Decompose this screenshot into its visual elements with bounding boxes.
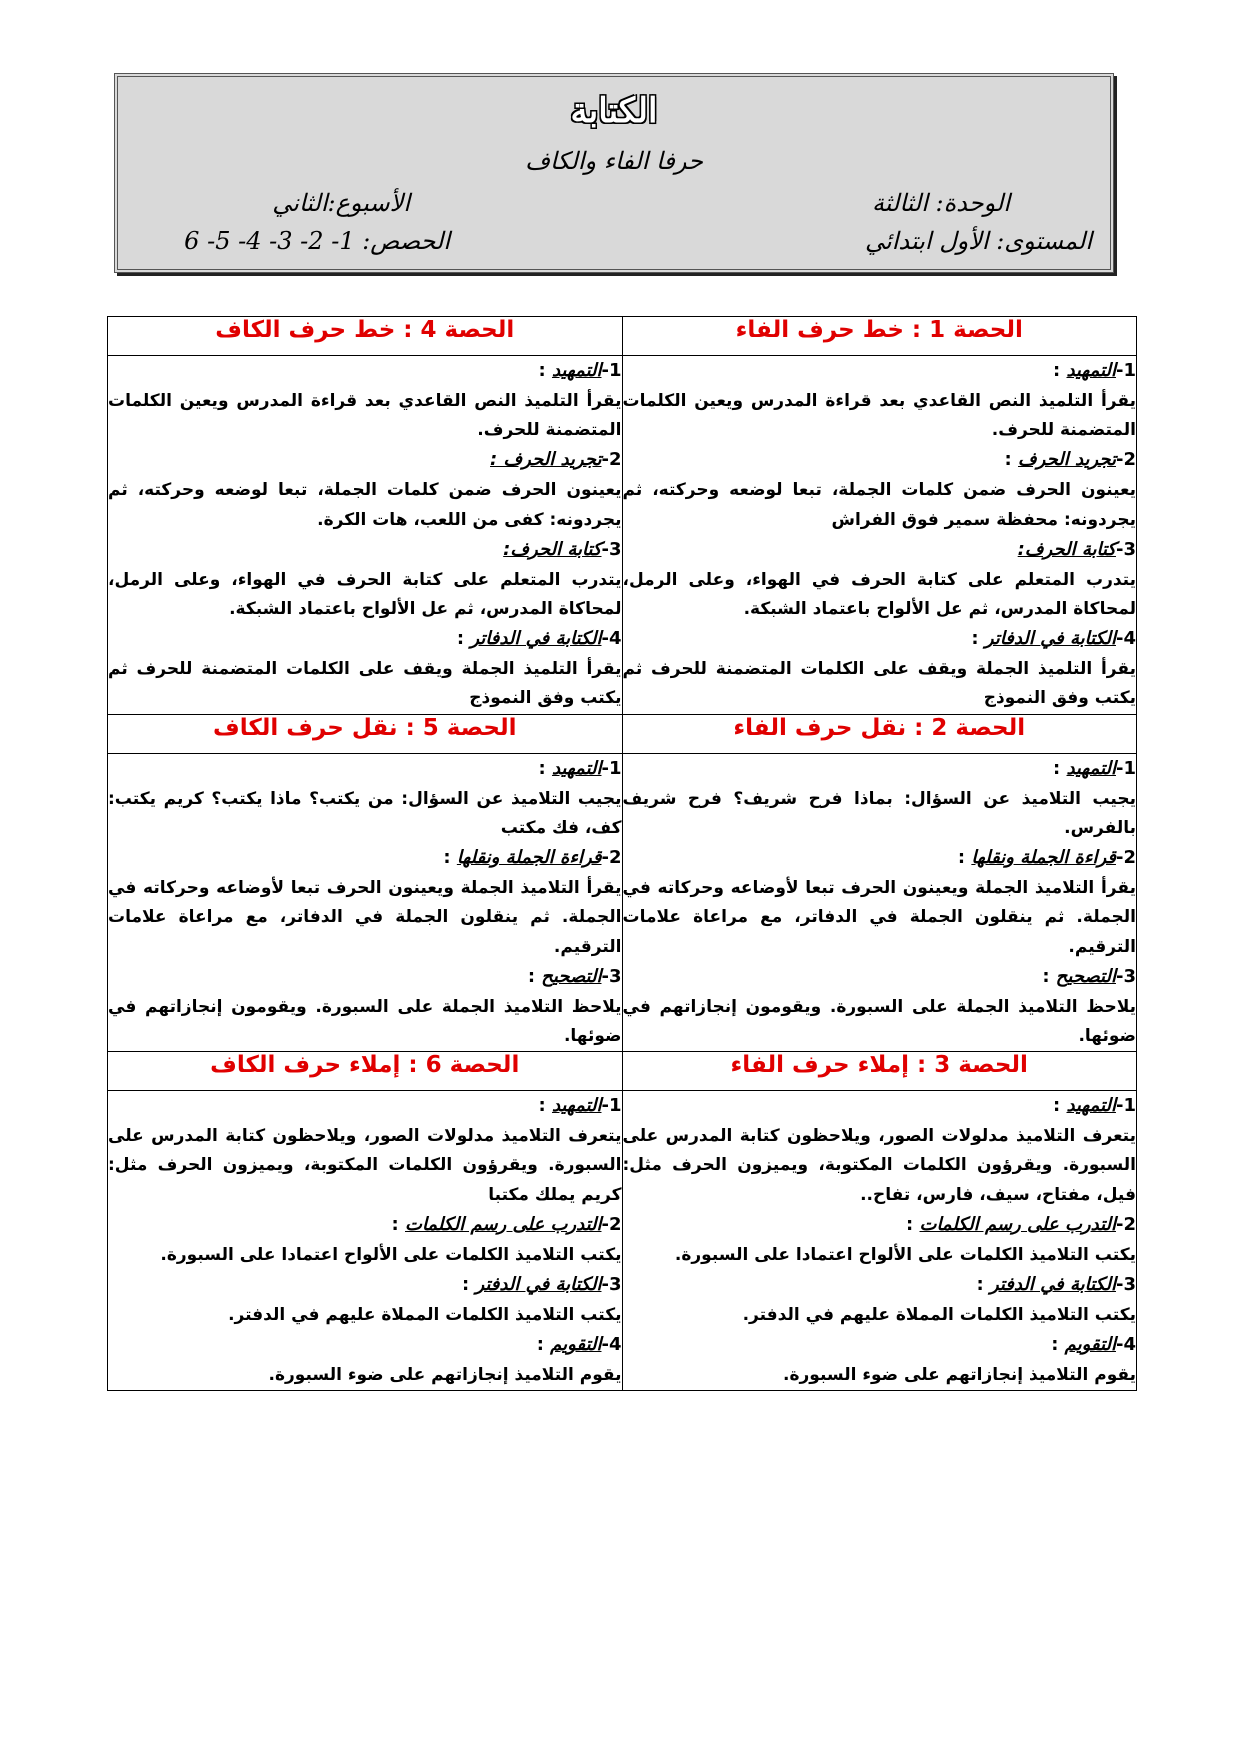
step-heading	[623, 356, 1137, 387]
step-colon: :	[456, 628, 471, 650]
step-heading	[623, 624, 1137, 655]
step-colon: :	[906, 1213, 920, 1235]
step-number: 3-	[601, 1274, 622, 1296]
lesson-title: الحصة 6 : إملاء حرف الكاف	[108, 1052, 623, 1091]
step-number: 2-	[601, 847, 622, 869]
step-text: يقوم التلاميذ إنجازاتهم على ضوء السبورة.	[783, 1365, 1136, 1386]
step-text: يتعرف التلاميذ مدلولات الصور، ويلاحظون كتابة المدرس على السبورة. ويقرؤون الكلمات المكتوبة، ويميزون الحرف مثل: كريم يملك مكتبا	[108, 1126, 622, 1205]
step-number: 3-	[1115, 965, 1136, 987]
step-text: يقرأ التلميذ الجملة ويقف على الكلمات المتضمنة للحرف ثم يكتب وفق النموذج	[108, 659, 622, 709]
lesson-title: الحصة 3 : إملاء حرف الفاء	[622, 1052, 1137, 1091]
step-number: 4-	[1115, 1334, 1136, 1356]
step-text: يتدرب المتعلم على كتابة الحرف في الهواء، وعلى الرمل، لمحاكاة المدرس، ثم عل الألواح باعتماد الشبكة.	[108, 569, 622, 620]
step-colon: :	[1042, 965, 1056, 987]
step-name: التقويم	[1064, 1334, 1116, 1356]
step-number: 3-	[601, 538, 622, 560]
step-name: التدرب على رسم الكلمات	[405, 1213, 602, 1235]
step-heading	[623, 1091, 1137, 1122]
step-number: 2-	[601, 1213, 622, 1235]
step-colon: :	[1051, 1334, 1065, 1356]
step-heading	[108, 445, 622, 476]
step-text: يجيب التلاميذ عن السؤال: من يكتب؟ ماذا يكتب؟ كريم يكتب: كف، فك مكتب	[108, 788, 622, 838]
step-heading	[108, 962, 622, 993]
step-heading	[623, 1210, 1137, 1241]
step-heading	[623, 1330, 1137, 1361]
lesson-body-row	[108, 356, 1137, 715]
step-number: 3-	[1115, 538, 1136, 560]
step-number: 1-	[601, 757, 622, 779]
step-text: يكتب التلاميذ الكلمات المملاة عليهم في الدفتر.	[228, 1304, 622, 1325]
step-number: 1-	[1115, 360, 1136, 381]
step-number: 2-	[601, 449, 622, 471]
step-heading	[623, 754, 1137, 785]
step-name: تجريد الحرف	[1018, 449, 1116, 471]
step-text: يلاحظ التلاميذ الجملة على السبورة. ويقومون إنجازاتهم في ضوئها.	[622, 996, 1136, 1046]
step-text: يقرأ التلاميذ الجملة ويعينون الحرف تبعا لأوضاعه وحركاته في الجملة. ثم ينقلون الجملة في الدفاتر، مع مراعاة علامات الترقيم.	[108, 878, 622, 957]
step-name: قراءة الجملة ونقلها	[456, 847, 602, 869]
step-number: 2-	[1115, 449, 1136, 471]
step-name: التقويم	[550, 1334, 602, 1356]
step-text: يعينون الحرف ضمن كلمات الجملة، تبعا لوضعه وحركته، ثم يجردونه: محفظة سمير فوق الفراش	[622, 480, 1136, 530]
step-colon: :	[538, 757, 552, 779]
step-number: 3-	[1115, 1274, 1136, 1296]
step-name: التمهيد	[551, 757, 602, 779]
lesson-title: الحصة 4 : خط حرف الكاف	[108, 317, 623, 356]
step-name: التمهيد	[1066, 1095, 1116, 1117]
step-name: الكتابة في الدفتر	[475, 1274, 602, 1296]
step-number: 1-	[601, 360, 622, 381]
step-heading	[623, 843, 1137, 874]
step-text: يجيب التلاميذ عن السؤال: بماذا فرح شريف؟ فرح شريف بالفرس.	[622, 788, 1136, 838]
step-colon: :	[976, 1274, 990, 1296]
step-heading	[108, 356, 622, 387]
step-number: 2-	[1115, 847, 1136, 869]
step-number: 1-	[601, 1095, 622, 1117]
step-heading	[623, 445, 1137, 476]
step-heading	[108, 535, 622, 566]
header-box	[114, 73, 1114, 273]
lesson-body-row	[108, 753, 1137, 1052]
step-heading	[623, 535, 1137, 566]
lesson-body	[108, 356, 623, 715]
lesson-title-row	[108, 714, 1137, 753]
step-text: يقوم التلاميذ إنجازاتهم على ضوء السبورة.	[268, 1365, 622, 1386]
lessons-table	[107, 316, 1137, 1391]
step-colon: :	[957, 847, 972, 869]
step-name: التمهيد	[551, 360, 602, 381]
step-heading	[623, 1270, 1137, 1301]
step-name: التدرب على رسم الكلمات	[919, 1213, 1116, 1235]
step-heading	[108, 754, 622, 785]
step-colon: :	[391, 1213, 405, 1235]
step-number: 4-	[601, 628, 622, 650]
step-number: 1-	[1115, 1095, 1136, 1117]
step-name: التمهيد	[551, 1095, 602, 1117]
step-colon: :	[971, 628, 985, 650]
lesson-title: الحصة 1 : خط حرف الفاء	[622, 317, 1137, 356]
step-text: يكتب التلاميذ الكلمات على الألواح اعتمادا على السبورة.	[160, 1244, 622, 1265]
step-number: 4-	[1115, 628, 1136, 650]
page-subtitle: حرفا الفاء والكاف	[525, 147, 703, 175]
step-text: يتدرب المتعلم على كتابة الحرف في الهواء، وعلى الرمل، لمحاكاة المدرس، ثم عل الألواح باعتماد الشبكة.	[622, 569, 1136, 620]
step-heading	[108, 1210, 622, 1241]
step-name: كتابة الحرف:	[503, 538, 602, 560]
step-name: التمهيد	[1066, 360, 1116, 381]
step-colon: :	[461, 1274, 476, 1296]
step-heading	[108, 624, 622, 655]
step-heading	[623, 962, 1137, 993]
lesson-body	[622, 1091, 1137, 1391]
step-name: التصحيح	[541, 965, 602, 987]
lesson-body	[108, 753, 623, 1052]
step-text: يقرأ التلميذ النص القاعدي بعد قراءة المدرس ويعين الكلمات المتضمنة للحرف.	[108, 390, 622, 441]
step-heading	[108, 843, 622, 874]
step-colon: :	[1004, 449, 1018, 471]
step-name: كتابة الحرف:	[1017, 538, 1116, 560]
step-heading	[108, 1091, 622, 1122]
step-name: الكتابة في الدفاتر	[470, 628, 602, 650]
lesson-body	[622, 356, 1137, 715]
step-name: التصحيح	[1055, 965, 1116, 987]
unit-label: الوحدة: الثالثة	[871, 189, 1010, 217]
step-colon: :	[536, 1334, 551, 1356]
level-label: المستوى: الأول ابتدائي	[865, 227, 1092, 255]
step-colon: :	[1053, 757, 1067, 779]
step-colon: :	[538, 1095, 552, 1117]
step-text: يكتب التلاميذ الكلمات المملاة عليهم في الدفتر.	[742, 1304, 1136, 1325]
step-text: يقرأ التلميذ النص القاعدي بعد قراءة المدرس ويعين الكلمات المتضمنة للحرف.	[622, 390, 1136, 441]
step-text: يكتب التلاميذ الكلمات على الألواح اعتمادا على السبورة.	[674, 1244, 1136, 1265]
lesson-body	[622, 753, 1137, 1052]
step-text: يقرأ التلميذ الجملة ويقف على الكلمات المتضمنة للحرف ثم يكتب وفق النموذج	[622, 659, 1136, 709]
step-name: الكتابة في الدفاتر	[984, 628, 1116, 650]
step-colon: :	[527, 965, 542, 987]
week-label: الأسبوع:الثاني	[272, 189, 410, 217]
step-text: يتعرف التلاميذ مدلولات الصور، ويلاحظون كتابة المدرس على السبورة. ويقرؤون الكلمات المكتوبة، ويميزون الحرف مثل: فيل، مفتاح، سيف، فارس، تفاح..	[622, 1126, 1136, 1205]
step-number: 4-	[601, 1334, 622, 1356]
lesson-title-row	[108, 1052, 1137, 1091]
lesson-body-row	[108, 1091, 1137, 1391]
step-heading	[108, 1270, 622, 1301]
lesson-title: الحصة 5 : نقل حرف الكاف	[108, 714, 623, 753]
step-name: تجريد الحرف :	[490, 449, 602, 471]
step-number: 1-	[1115, 757, 1136, 779]
lesson-title: الحصة 2 : نقل حرف الفاء	[622, 714, 1137, 753]
step-name: الكتابة في الدفتر	[989, 1274, 1116, 1296]
lesson-body	[108, 1091, 623, 1391]
step-text: يعينون الحرف ضمن كلمات الجملة، تبعا لوضعه وحركته، ثم يجردونه: كفى من اللعب، هات الكرة.	[108, 480, 622, 530]
step-name: قراءة الجملة ونقلها	[971, 847, 1116, 869]
step-colon: :	[538, 360, 552, 381]
step-heading	[108, 1330, 622, 1361]
periods-label: الحصص: 1- 2- 3- 4- 5- 6	[184, 227, 450, 255]
lesson-title-row	[108, 317, 1137, 356]
step-number: 2-	[1115, 1213, 1136, 1235]
step-colon: :	[443, 847, 457, 869]
page-title: الكتابة	[570, 91, 658, 131]
step-text: يلاحظ التلاميذ الجملة على السبورة. ويقومون إنجازاتهم في ضوئها.	[108, 996, 622, 1046]
step-name: التمهيد	[1066, 757, 1116, 779]
step-colon: :	[1053, 360, 1067, 381]
step-number: 3-	[601, 965, 622, 987]
step-text: يقرأ التلاميذ الجملة ويعينون الحرف تبعا لأوضاعه وحركاته في الجملة. ثم ينقلون الجملة في الدفاتر، مع مراعاة علامات الترقيم.	[622, 878, 1136, 957]
step-colon: :	[1053, 1095, 1067, 1117]
